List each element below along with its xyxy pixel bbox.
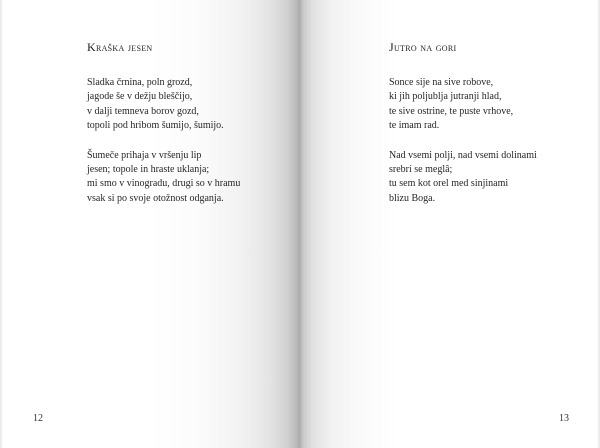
poem-line: tu sem kot orel med sinjinami [389,178,509,190]
poem-line: Šumeče prihaja v vršenju lip [87,149,202,161]
poem-line: Nad vsemi polji, nad vsemi dolinami [389,149,537,161]
stanza [87,149,240,207]
poem-line: te sive ostrine, te puste vrhove, [389,105,514,117]
poem-line: srebrí se meglâ; [389,164,453,176]
stanza [389,76,537,134]
poem-line: topoli pod hribom šumijo, šumijo. [87,120,224,132]
stanza [87,76,240,134]
poem-line: blizu Boga. [389,192,436,204]
poem-line: Sonce sije na sive robove, [389,77,494,88]
right-page [300,0,600,448]
page-number-left: 12 [33,413,43,424]
poem-line: te imam rad. [389,120,440,132]
poem-line: v dalji temneva borov gozd, [87,105,199,117]
poem-line: Sladka črnina, poln grozd, [87,77,193,88]
stanza [389,149,537,207]
poem-line: ki jih poljublja jutranji hlad, [389,91,502,103]
poem-line: vsak si po svoje otožnost odganja. [87,192,224,204]
poem-line: jesen; topole in hraste uklanja; [87,164,210,176]
poem-body-right [389,76,537,221]
page-number-right: 13 [559,413,569,424]
poem-body-left [87,76,240,221]
poem-line: mi smo v vinogradu, drugi so v hramu [87,178,241,190]
poem-line: jagode še v dežju bleščijo, [87,91,193,103]
left-page-edge [0,0,3,448]
poem-title-right: Jutro na gori [389,40,457,54]
poem-title-left: Kraška jesen [87,40,153,54]
